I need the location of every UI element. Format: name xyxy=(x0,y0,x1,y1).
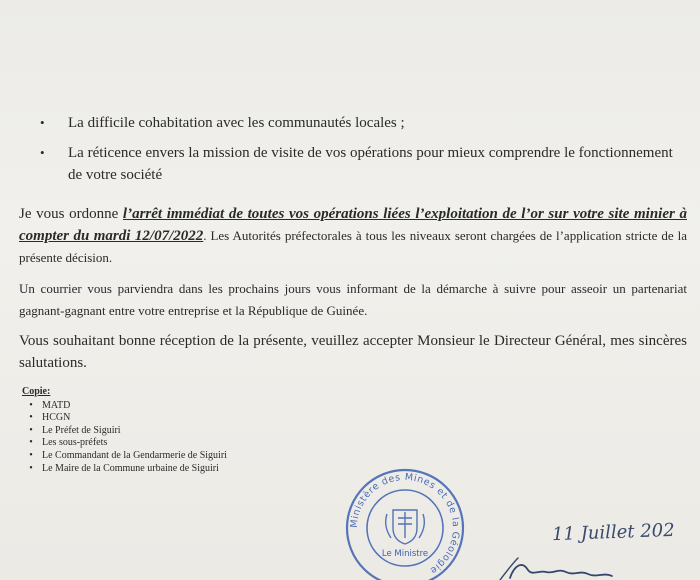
bullet-icon: • xyxy=(29,462,33,474)
bullet-text: La réticence envers la mission de visite de vos opérations pour mieux comprendre le fonctionnement de votre société xyxy=(68,145,673,183)
copy-list xyxy=(20,400,340,476)
copy-item-text: HCGN xyxy=(42,412,71,424)
bullet-icon: • xyxy=(29,399,33,411)
bullet-icon: • xyxy=(40,145,45,160)
stamp-ring-text: Ministère des Mines et de la Géologie xyxy=(348,471,462,577)
copy-item-text: Le Préfet de Siguiri xyxy=(42,424,121,436)
signature-date: 11 Juillet 202 xyxy=(551,519,676,546)
copy-item-text: Le Commandant de la Gendarmerie de Siguiri xyxy=(42,449,227,461)
copy-item xyxy=(20,425,340,438)
official-stamp xyxy=(343,466,467,580)
copy-title: Copie: xyxy=(22,386,51,397)
bullet-item xyxy=(40,112,680,134)
order-emphasis: l’arrêt immédiat de toutes vos opérations liées l’exploitation de l’or sur votre site minier à compter du mardi 12/07/2022 xyxy=(19,206,687,244)
copy-item-text: MATD xyxy=(42,399,71,411)
order-paragraph xyxy=(19,203,687,269)
closing-paragraph: Vous souhaitant bonne réception de la présente, veuillez accepter Monsieur le Directeur Général, mes sincères salutations. xyxy=(19,333,687,371)
copy-item-text: Le Maire de la Commune urbaine de Siguiri xyxy=(42,462,219,474)
copy-item xyxy=(20,412,340,425)
bullet-icon: • xyxy=(29,449,33,461)
copy-item xyxy=(20,400,340,413)
order-lead: Je vous ordonne xyxy=(19,206,123,222)
copy-item-text: Les sous-préfets xyxy=(42,437,108,449)
bullet-icon: • xyxy=(29,437,33,449)
bullet-list xyxy=(40,112,680,194)
bullet-icon: • xyxy=(29,424,33,436)
courrier-paragraph: Un courrier vous parviendra dans les prochains jours vous informant de la démarche à suivre pour asseoir un partenariat gagnant-gagnant entre votre entreprise et la République de Guinée. xyxy=(19,281,687,318)
handwritten-signature xyxy=(470,520,700,580)
bullet-icon: • xyxy=(40,115,45,130)
copy-item xyxy=(20,450,340,463)
bullet-text: La difficile cohabitation avec les communautés locales ; xyxy=(68,115,405,131)
bullet-item xyxy=(40,142,680,186)
stamp-center-text: Le Ministre xyxy=(381,549,429,559)
copy-item xyxy=(20,437,340,450)
order-rest: . Les Autorités préfectorales à tous les niveaux seront chargées de l’application stricte de la présente décision. xyxy=(19,228,687,265)
copy-list-section xyxy=(20,386,340,475)
coat-of-arms-icon xyxy=(386,510,425,544)
copy-item xyxy=(20,463,340,476)
bullet-icon: • xyxy=(29,412,33,424)
